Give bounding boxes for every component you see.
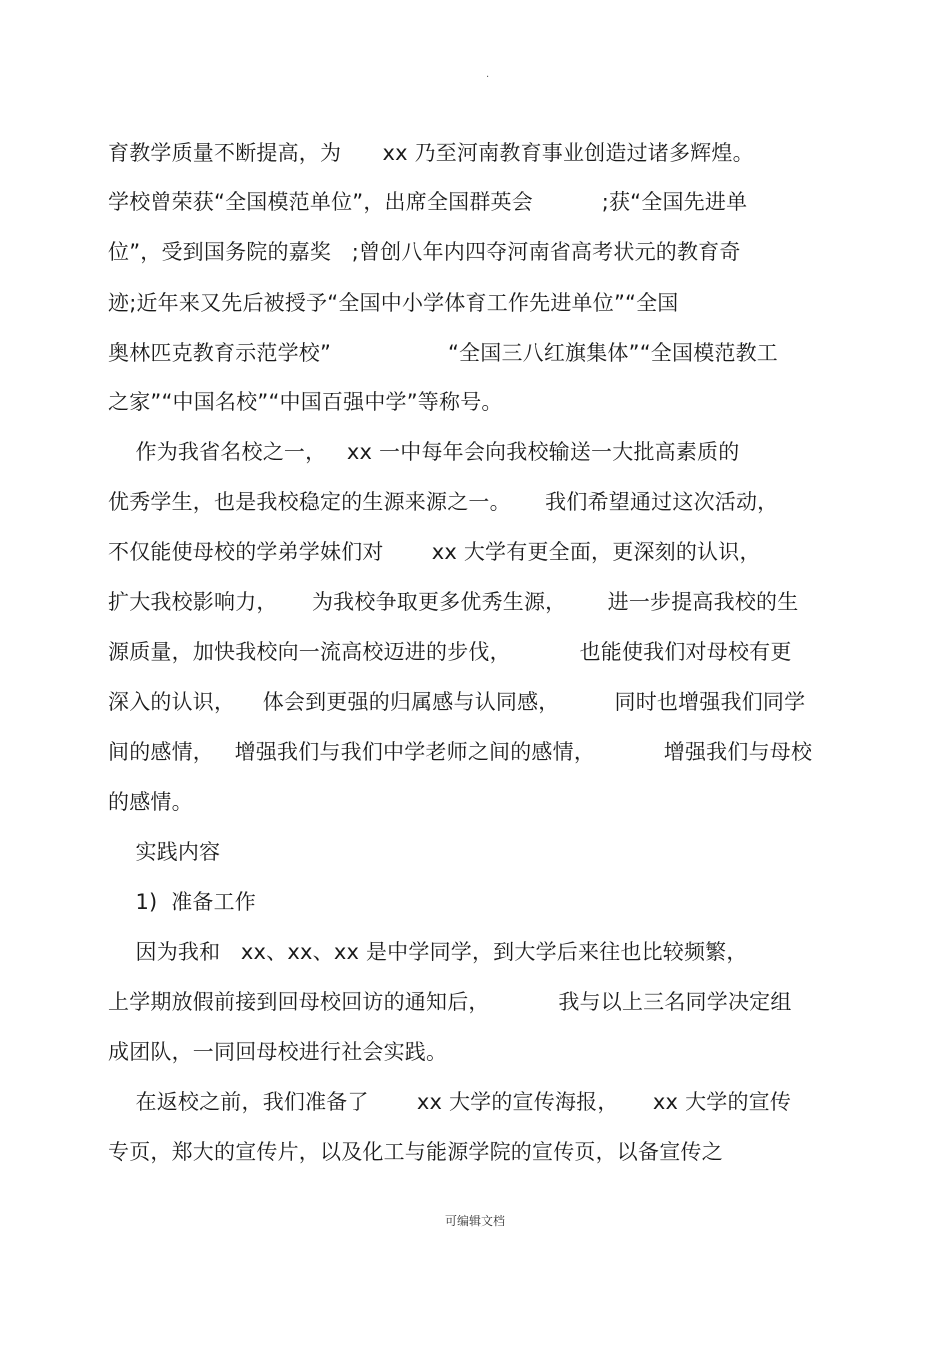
body-line: 之家”“中国名校”“中国百强中学”等称号。 [108,390,503,414]
page-footer: 可编辑文档 [444,1214,505,1228]
page-header-mark: . [486,69,490,80]
body-line: 源质量，加快我校向一流高校迈进的步伐， 也能使我们对母校有更 [108,640,792,664]
body-line: 间的感情， 增强我们与我们中学老师之间的感情， 增强我们与母校 [108,740,813,764]
body-line: 迹;近年来又先后被授予“全国中小学体育工作先进单位”“全国 [108,291,679,315]
section-heading: 实践内容 [108,840,221,864]
body-line: 奥林匹克教育示范学校” “全国三八红旗集体”“全国模范教工 [108,341,778,365]
body-line: 在返校之前，我们准备了 xx 大学的宣传海报， xx 大学的宣传 [108,1090,792,1114]
body-line: 优秀学生，也是我校稳定的生源来源之一。 我们希望通过这次活动， [108,490,779,514]
body-line: 学校曾荣获“全国模范单位”，出席全国群英会 ;获“全国先进单 [108,190,748,214]
body-line: 专页，郑大的宣传片，以及化工与能源学院的宣传页，以备宣传之 [108,1140,723,1164]
body-line: 位”，受到国务院的嘉奖 ;曾创八年内四夺河南省高考状元的教育奇 [108,240,741,264]
body-line: 深入的认识， 体会到更强的归属感与认同感， 同时也增强我们同学 [108,690,806,714]
body-line: 的感情。 [108,790,193,814]
body-line: 扩大我校影响力， 为我校争取更多优秀生源， 进一步提高我校的生 [108,590,799,614]
subsection-heading: 1) 准备工作 [108,890,257,914]
body-line: 上学期放假前接到回母校回访的通知后， 我与以上三名同学决定组 [108,990,792,1014]
body-line: 不仅能使母校的学弟学妹们对 xx 大学有更全面，更深刻的认识， [108,540,761,564]
body-line: 因为我和 xx、xx、xx 是中学同学，到大学后来往也比较频繁， [108,940,748,964]
body-line: 作为我省名校之一， xx 一中每年会向我校输送一大批高素质的 [108,440,740,464]
body-line: 成团队，一同回母校进行社会实践。 [108,1040,448,1064]
body-line: 育教学质量不断提高，为 xx 乃至河南教育事业创造过诸多辉煌。 [108,141,754,165]
